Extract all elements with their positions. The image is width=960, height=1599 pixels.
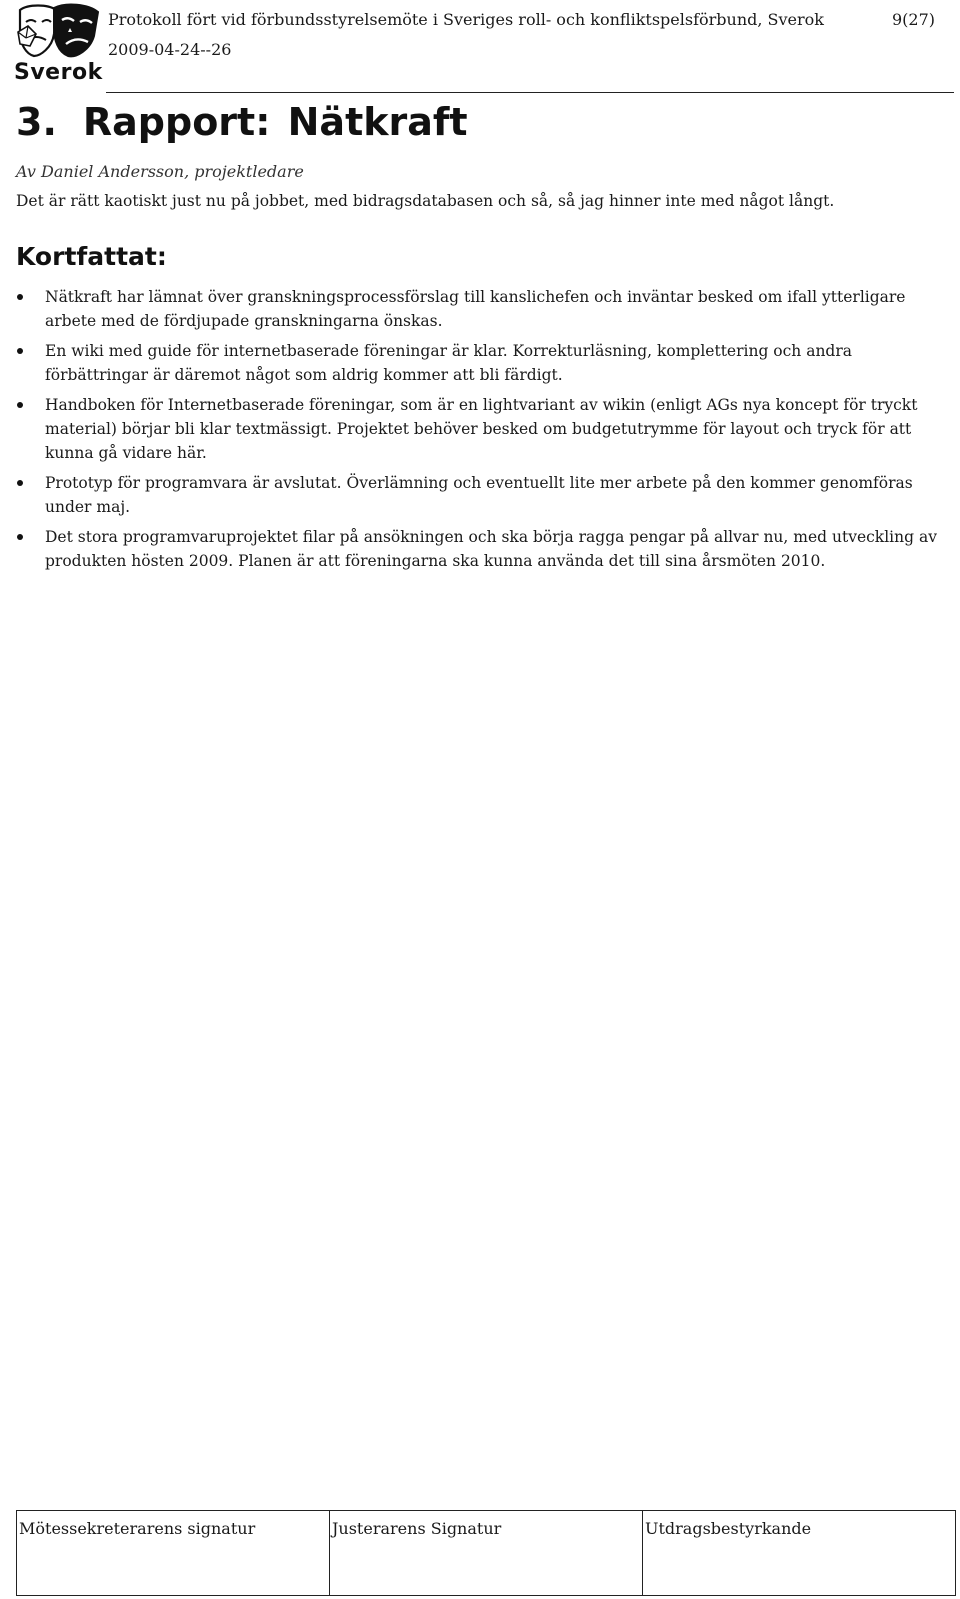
bullet-icon	[17, 294, 23, 300]
header-divider	[106, 92, 954, 93]
signature-cell-adjuster: Justerarens Signatur	[330, 1511, 643, 1596]
signature-cell-secretary: Mötessekreterarens signatur	[17, 1511, 330, 1596]
bullet-icon	[17, 534, 23, 540]
bullet-icon	[17, 348, 23, 354]
masks-icon	[14, 2, 102, 64]
document-title: Protokoll fört vid förbundsstyrelsemöte i Sveriges roll- och konfliktspelsförbund, Sverok	[108, 10, 824, 29]
bullet-icon	[17, 480, 23, 486]
sverok-logo	[14, 2, 102, 86]
list-item	[16, 525, 946, 573]
author-line: Av Daniel Andersson, projektledare	[16, 162, 304, 181]
section-number: 3.	[16, 100, 57, 144]
signature-cell-certification: Utdragsbestyrkande	[643, 1511, 956, 1596]
intro-paragraph: Det är rätt kaotiskt just nu på jobbet, med bidragsdatabasen och så, så jag hinner inte med något långt.	[16, 192, 835, 210]
document-date: 2009-04-24--26	[108, 40, 232, 59]
logo-wordmark: Sverok	[14, 60, 103, 85]
list-item	[16, 471, 946, 519]
list-item	[16, 339, 946, 387]
list-item-text: Nätkraft har lämnat över granskningsprocessförslag till kanslichefen och inväntar besked om ifall ytterligare arbete med de fördjupade granskningarna önskas.	[45, 288, 906, 330]
list-item-text: Prototyp för programvara är avslutat. Överlämning och eventuellt lite mer arbete på den kommer genomföras under maj.	[45, 474, 913, 516]
list-item	[16, 393, 946, 465]
section-heading	[16, 100, 468, 144]
summary-heading: Kortfattat:	[16, 242, 167, 271]
signature-table	[16, 1510, 956, 1596]
list-item-text: Det stora programvaruprojektet filar på ansökningen och ska börja ragga pengar på allvar nu, med utveckling av produkten hösten 2009. Planen är att föreningarna ska kunna använda det till sina årsmöten 2010.	[45, 528, 937, 570]
page-number: 9(27)	[891, 10, 935, 29]
section-title: Rapport: Nätkraft	[82, 100, 468, 144]
bullet-icon	[17, 402, 23, 408]
list-item	[16, 285, 946, 333]
summary-list	[16, 285, 946, 579]
list-item-text: Handboken för Internetbaserade föreningar, som är en lightvariant av wikin (enligt AGs nya koncept för tryckt material) börjar bli klar textmässigt. Projektet behöver besked om budgetutrymme för layout och tryck för att kunna gå vidare här.	[45, 396, 918, 462]
list-item-text: En wiki med guide för internetbaserade föreningar är klar. Korrekturläsning, komplettering och andra förbättringar är däremot något som aldrig kommer att bli färdigt.	[45, 342, 853, 384]
